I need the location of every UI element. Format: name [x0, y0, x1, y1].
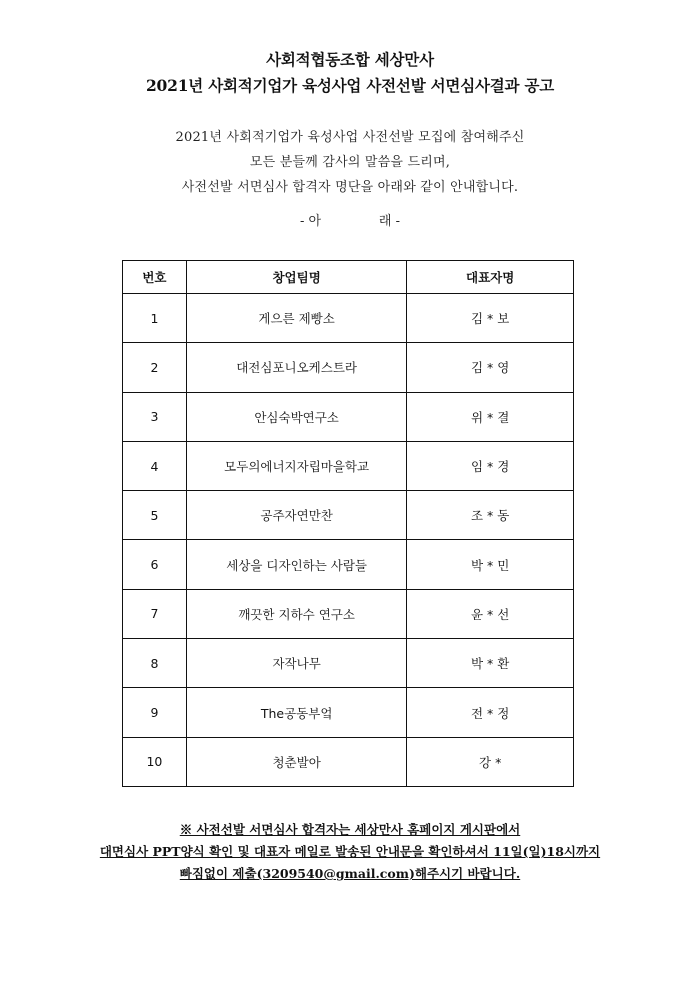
row-number: 4	[123, 441, 187, 490]
results-table	[122, 260, 574, 787]
table-row	[123, 540, 574, 589]
row-representative: 김 * 보	[407, 294, 574, 343]
row-team-name: 공주자연만찬	[186, 491, 407, 540]
notice-line-1: ※ 사전선발 서면심사 합격자는 세상만사 홈페이지 게시판에서	[179, 822, 521, 837]
table-row	[123, 688, 574, 737]
table-row	[123, 639, 574, 688]
row-team-name: 안심숙박연구소	[186, 392, 407, 441]
row-number: 6	[123, 540, 187, 589]
row-team-name: The공동부엌	[186, 688, 407, 737]
table-row	[123, 294, 574, 343]
row-representative: 조 * 동	[407, 491, 574, 540]
row-team-name: 게으른 제빵소	[186, 294, 407, 343]
document-title-org: 사회적협동조합 세상만사	[266, 50, 434, 69]
row-number: 1	[123, 294, 187, 343]
notice-line-2: 대면심사 PPT양식 확인 및 대표자 메일로 발송된 안내문을 확인하셔서 11일(일)18시까지	[99, 844, 601, 859]
table-row	[123, 737, 574, 786]
header-number: 번호	[123, 261, 187, 294]
row-representative: 박 * 환	[407, 639, 574, 688]
row-number: 5	[123, 491, 187, 540]
row-representative: 강 *	[407, 737, 574, 786]
table-row	[123, 343, 574, 392]
document-title-announcement: 2021년 사회적기업가 육성사업 사전선발 서면심사결과 공고	[145, 76, 555, 95]
row-team-name: 자작나무	[186, 639, 407, 688]
intro-line-3: 사전선발 서면심사 합격자 명단을 아래와 같이 안내합니다.	[181, 180, 519, 195]
row-number: 3	[123, 392, 187, 441]
row-representative: 전 * 정	[407, 688, 574, 737]
row-team-name: 깨끗한 지하수 연구소	[186, 589, 407, 638]
table-header-row	[123, 261, 574, 294]
row-representative: 박 * 민	[407, 540, 574, 589]
row-team-name: 청춘발아	[186, 737, 407, 786]
row-number: 8	[123, 639, 187, 688]
table-row	[123, 589, 574, 638]
row-number: 7	[123, 589, 187, 638]
row-number: 2	[123, 343, 187, 392]
row-number: 9	[123, 688, 187, 737]
header-team-name: 창업팀명	[186, 261, 407, 294]
notice-line-3: 빠짐없이 제출(3209540@gmail.com)해주시기 바랍니다.	[179, 866, 521, 881]
below-marker: - 아 래 -	[299, 214, 401, 229]
row-number: 10	[123, 737, 187, 786]
intro-line-2: 모든 분들께 감사의 말씀을 드리며,	[249, 155, 451, 170]
row-representative: 위 * 결	[407, 392, 574, 441]
row-representative: 김 * 영	[407, 343, 574, 392]
table-row	[123, 392, 574, 441]
row-team-name: 세상을 디자인하는 사람들	[186, 540, 407, 589]
row-team-name: 대전심포니오케스트라	[186, 343, 407, 392]
row-team-name: 모두의에너지자립마을학교	[186, 441, 407, 490]
header-representative: 대표자명	[407, 261, 574, 294]
table-row	[123, 491, 574, 540]
row-representative: 윤 * 선	[407, 589, 574, 638]
intro-line-1: 2021년 사회적기업가 육성사업 사전선발 모집에 참여해주신	[175, 130, 525, 145]
table-row	[123, 441, 574, 490]
row-representative: 임 * 경	[407, 441, 574, 490]
